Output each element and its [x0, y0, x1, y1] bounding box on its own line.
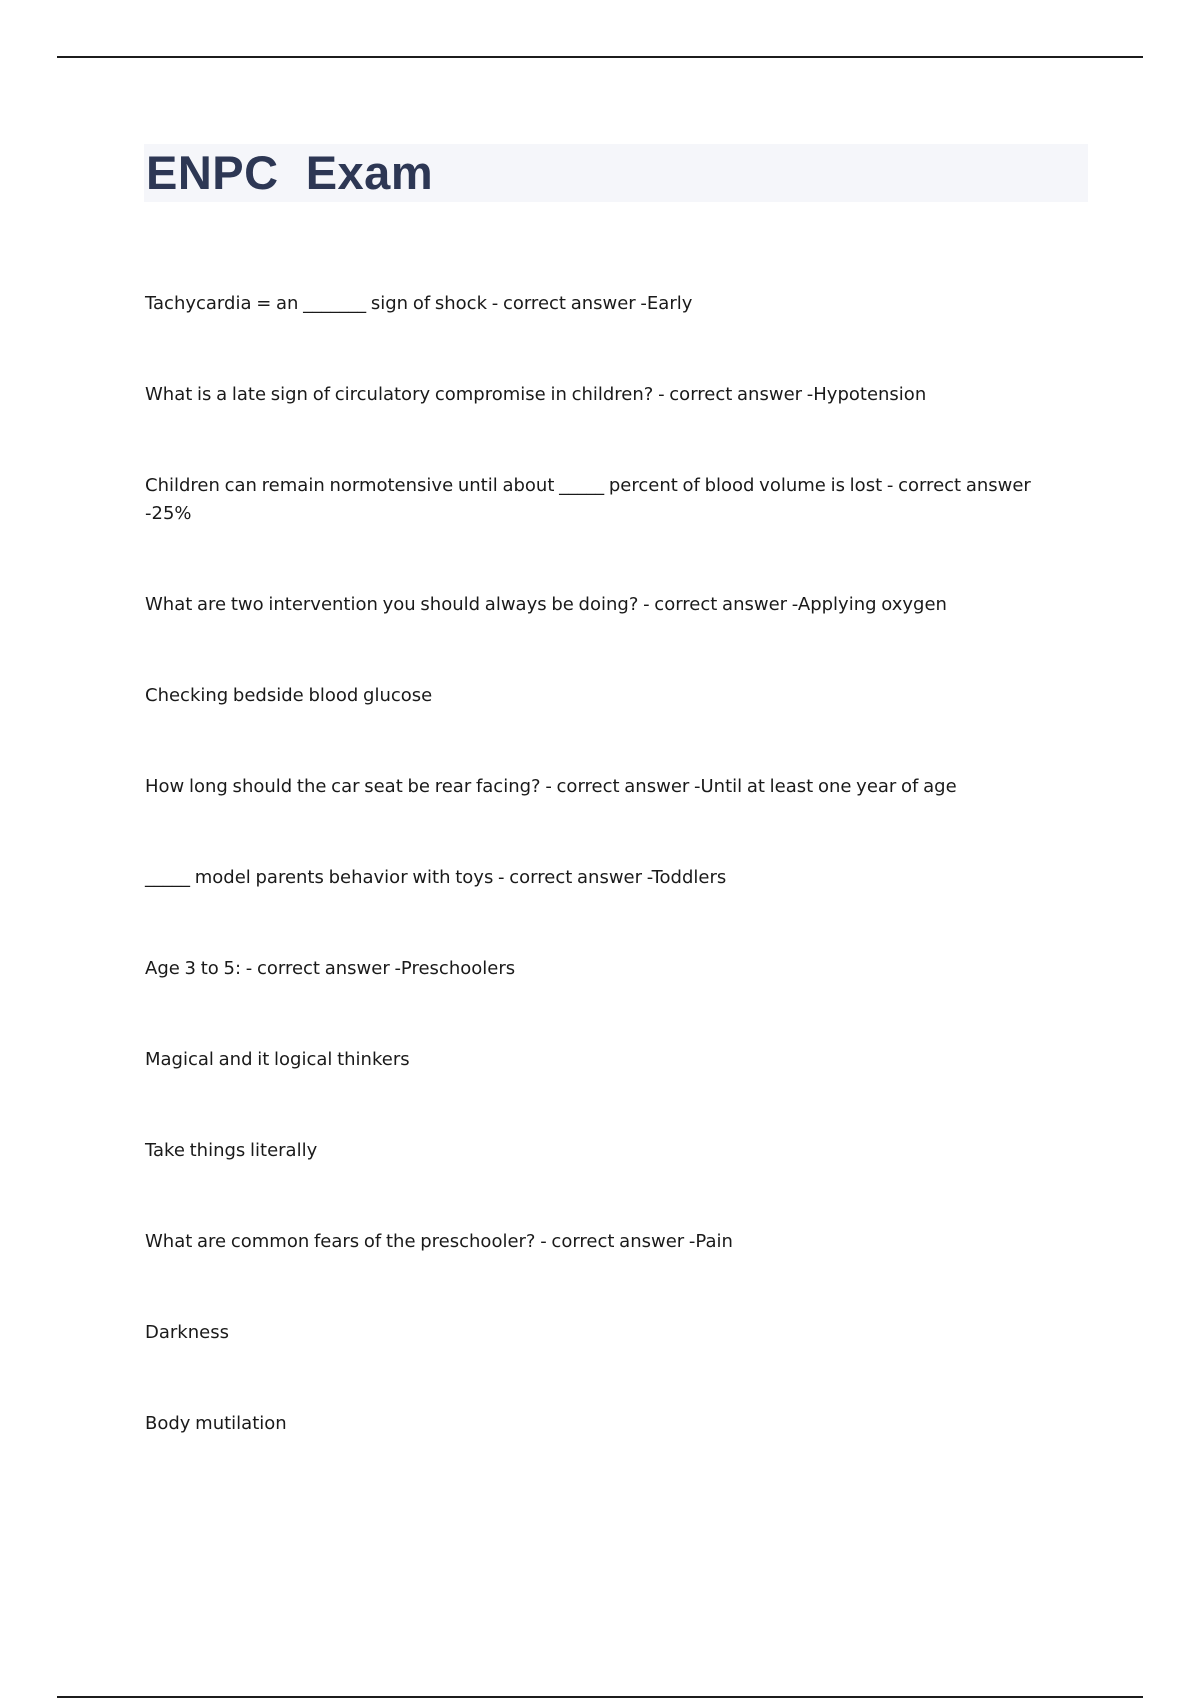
bottom-rule — [57, 1696, 1143, 1698]
qa-item: What is a late sign of circulatory compromise in children? - correct answer -Hypotension — [145, 384, 927, 405]
qa-item: Age 3 to 5: - correct answer -Preschoolers — [145, 958, 516, 979]
qa-item: Take things literally — [145, 1140, 318, 1161]
qa-item: Tachycardia = an _______ sign of shock - correct answer -Early — [145, 293, 693, 314]
qa-item: What are common fears of the preschooler? - correct answer -Pain — [145, 1231, 733, 1252]
document-title: ENPC Exam — [146, 146, 434, 199]
top-rule — [57, 56, 1143, 58]
qa-item: Magical and it logical thinkers — [145, 1049, 410, 1070]
qa-item: Body mutilation — [145, 1413, 287, 1434]
qa-list — [145, 290, 1075, 1501]
qa-item: _____ model parents behavior with toys - correct answer -Toddlers — [145, 867, 727, 888]
qa-item: What are two intervention you should always be doing? - correct answer -Applying oxygen — [145, 594, 947, 615]
qa-item: Checking bedside blood glucose — [145, 685, 433, 706]
qa-item: How long should the car seat be rear facing? - correct answer -Until at least one year of age — [145, 776, 957, 797]
qa-item: Children can remain normotensive until about _____ percent of blood volume is lost - correct answer -25% — [145, 475, 1031, 524]
qa-item: Darkness — [145, 1322, 229, 1343]
